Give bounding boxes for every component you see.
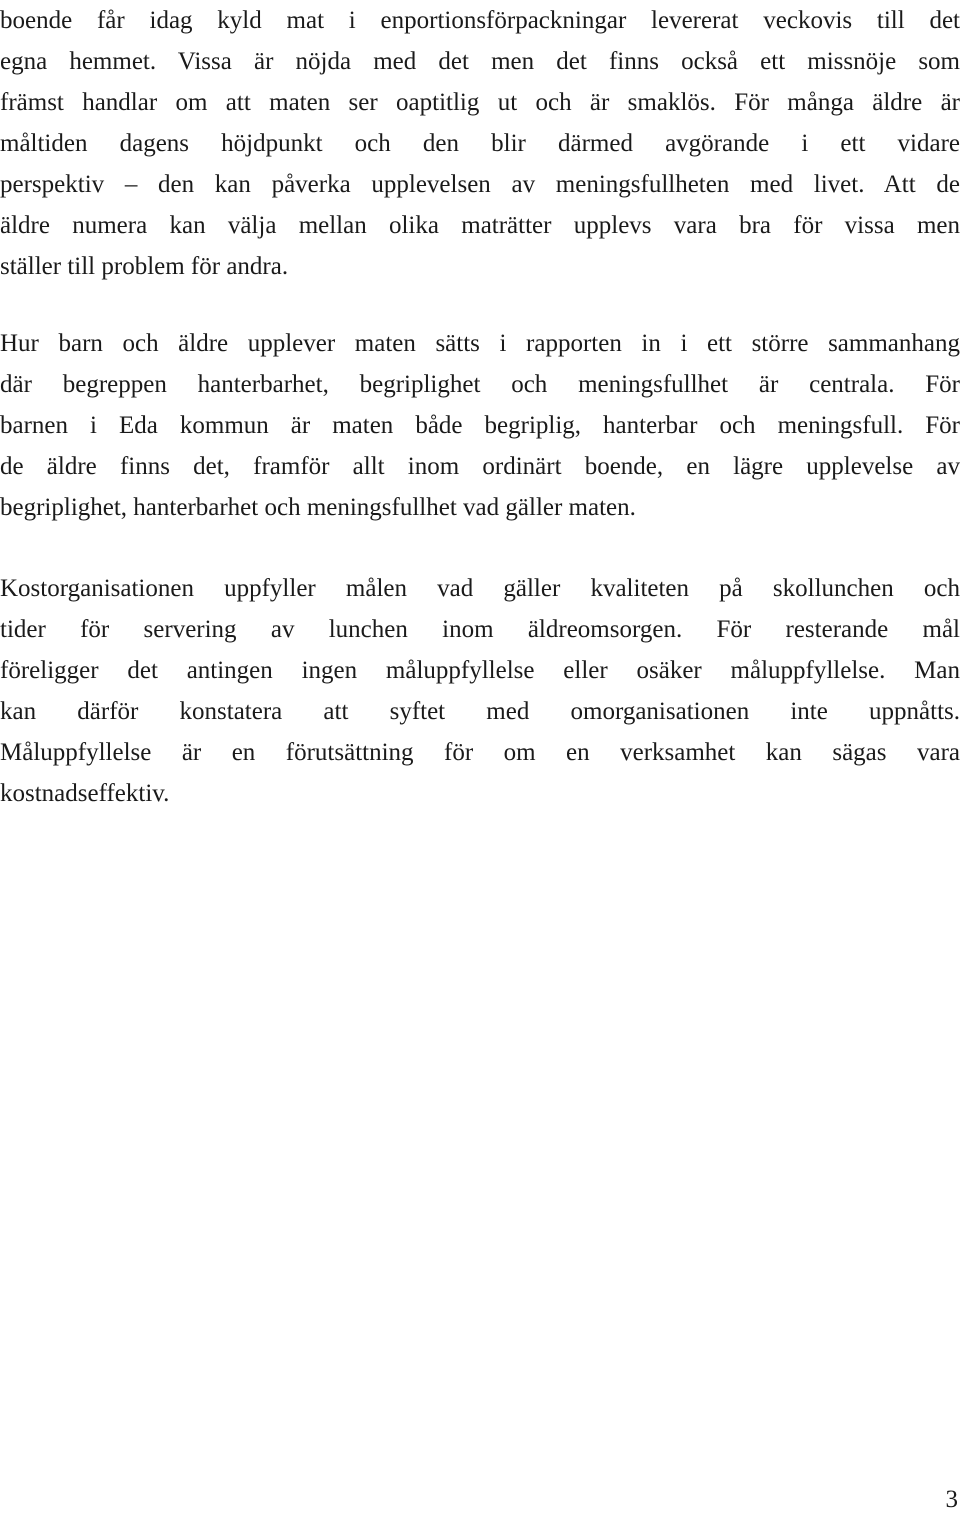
paragraph-2 (0, 323, 960, 528)
text-line: ställer till problem för andra. (0, 253, 289, 280)
text-line: Hur barn och äldre upplever maten sätts i rapporten in i ett större sammanhang (0, 330, 960, 357)
text-line: begriplighet, hanterbarhet och meningsfullhet vad gäller maten. (0, 494, 636, 521)
text-line: barnen i Eda kommun är maten både begriplig, hanterbar och meningsfull. För (0, 412, 960, 439)
text-line: Måluppfyllelse är en förutsättning för om en verksamhet kan sägas vara (0, 739, 960, 766)
text-line: äldre numera kan välja mellan olika maträtter upplevs vara bra för vissa men (0, 212, 960, 239)
text-line: Kostorganisationen uppfyller målen vad gäller kvaliteten på skollunchen och (0, 575, 960, 602)
text-line: föreligger det antingen ingen måluppfyllelse eller osäker måluppfyllelse. Man (0, 657, 960, 684)
paragraph-3 (0, 568, 960, 814)
text-line: boende får idag kyld mat i enportionsförpackningar levererat veckovis till det (0, 7, 960, 34)
text-line: perspektiv – den kan påverka upplevelsen av meningsfullheten med livet. Att de (0, 171, 960, 198)
text-line: de äldre finns det, framför allt inom ordinärt boende, en lägre upplevelse av (0, 453, 960, 480)
text-line: måltiden dagens höjdpunkt och den blir därmed avgörande i ett vidare (0, 130, 960, 157)
text-line: där begreppen hanterbarhet, begriplighet och meningsfullhet är centrala. För (0, 371, 960, 398)
page-number: 3 (945, 1486, 958, 1513)
text-line: egna hemmet. Vissa är nöjda med det men det finns också ett missnöje som (0, 48, 960, 75)
paragraph-1 (0, 0, 960, 287)
text-line: kostnadseffektiv. (0, 780, 170, 807)
text-line: kan därför konstatera att syftet med omorganisationen inte uppnåtts. (0, 698, 960, 725)
text-line: tider för servering av lunchen inom äldreomsorgen. För resterande mål (0, 616, 960, 643)
text-line: främst handlar om att maten ser oaptitlig ut och är smaklös. För många äldre är (0, 89, 960, 116)
